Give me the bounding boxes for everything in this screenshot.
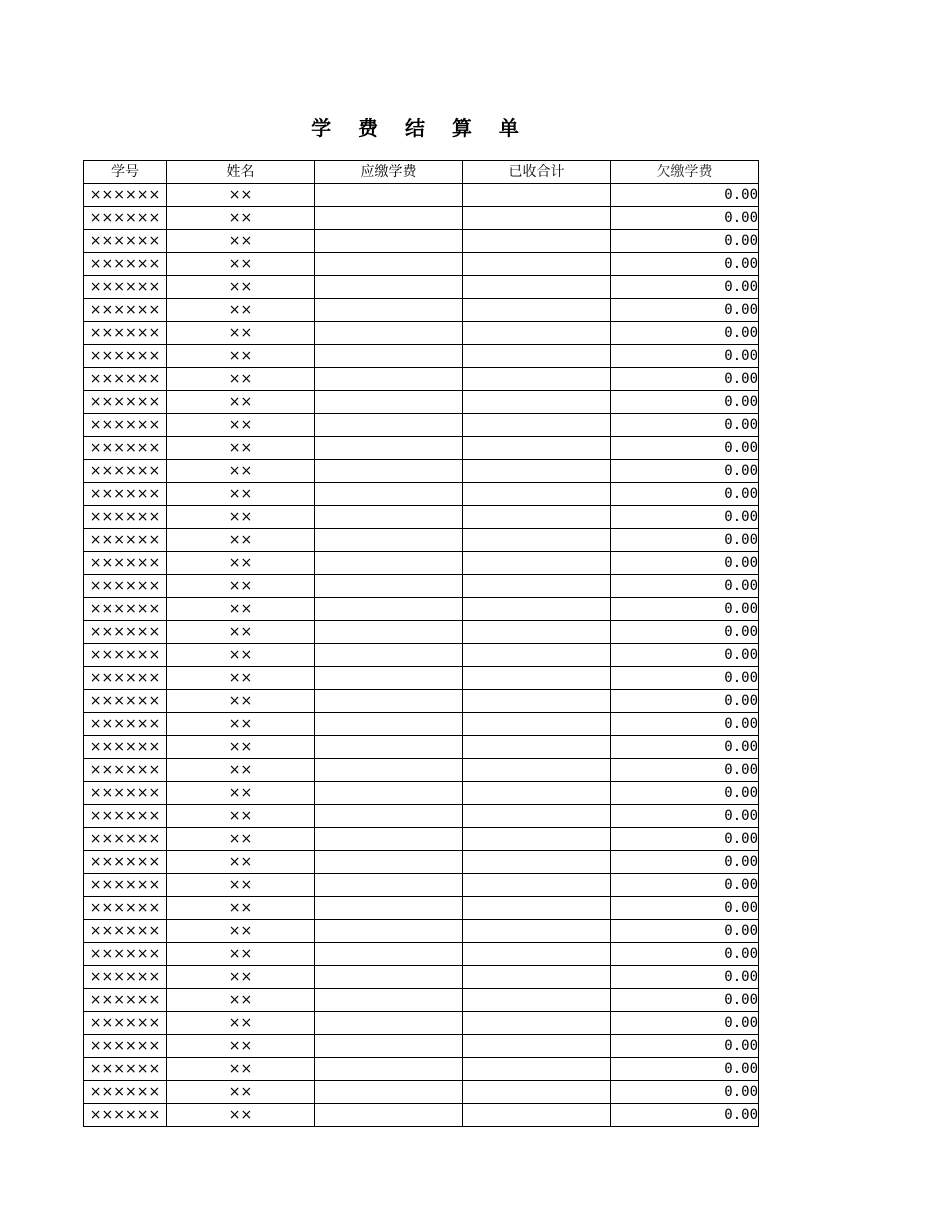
student-id-cell: ×××××× (84, 598, 167, 621)
fee-due-cell (315, 805, 463, 828)
fee-owed-cell: 0.00 (611, 667, 759, 690)
student-name-cell: ×× (167, 460, 315, 483)
student-id-cell: ×××××× (84, 529, 167, 552)
table-row (84, 299, 759, 322)
fee-owed-cell: 0.00 (611, 759, 759, 782)
received-total-cell (463, 713, 611, 736)
fee-due-cell (315, 414, 463, 437)
student-name-cell: ×× (167, 943, 315, 966)
student-id-cell: ×××××× (84, 897, 167, 920)
received-total-cell (463, 782, 611, 805)
fee-owed-cell: 0.00 (611, 529, 759, 552)
student-name-cell: ×× (167, 1081, 315, 1104)
fee-due-cell (315, 460, 463, 483)
fee-due-cell (315, 598, 463, 621)
fee-owed-cell: 0.00 (611, 207, 759, 230)
received-total-cell (463, 989, 611, 1012)
table-row (84, 529, 759, 552)
fee-owed-cell: 0.00 (611, 782, 759, 805)
fee-table (83, 160, 759, 1127)
received-total-cell (463, 1081, 611, 1104)
table-row (84, 736, 759, 759)
fee-owed-cell: 0.00 (611, 483, 759, 506)
received-total-cell (463, 598, 611, 621)
fee-due-cell (315, 253, 463, 276)
fee-due-cell (315, 1058, 463, 1081)
received-total-cell (463, 1012, 611, 1035)
student-id-cell: ×××××× (84, 828, 167, 851)
fee-due-cell (315, 1035, 463, 1058)
student-id-cell: ×××××× (84, 460, 167, 483)
student-id-cell: ×××××× (84, 1104, 167, 1127)
table-row (84, 828, 759, 851)
received-total-cell (463, 575, 611, 598)
fee-owed-cell: 0.00 (611, 1035, 759, 1058)
received-total-cell (463, 736, 611, 759)
fee-due-cell (315, 506, 463, 529)
student-name-cell: ×× (167, 184, 315, 207)
header-student-id: 学号 (84, 161, 167, 184)
fee-due-cell (315, 736, 463, 759)
received-total-cell (463, 529, 611, 552)
fee-owed-cell: 0.00 (611, 920, 759, 943)
table-row (84, 713, 759, 736)
student-name-cell: ×× (167, 207, 315, 230)
received-total-cell (463, 897, 611, 920)
student-id-cell: ×××××× (84, 667, 167, 690)
table-row (84, 1081, 759, 1104)
student-name-cell: ×× (167, 598, 315, 621)
student-id-cell: ×××××× (84, 552, 167, 575)
received-total-cell (463, 1058, 611, 1081)
student-name-cell: ×× (167, 759, 315, 782)
student-name-cell: ×× (167, 345, 315, 368)
fee-owed-cell: 0.00 (611, 736, 759, 759)
fee-due-cell (315, 713, 463, 736)
student-id-cell: ×××××× (84, 989, 167, 1012)
fee-owed-cell: 0.00 (611, 230, 759, 253)
table-row (84, 414, 759, 437)
table-row (84, 598, 759, 621)
student-name-cell: ×× (167, 920, 315, 943)
fee-due-cell (315, 483, 463, 506)
student-id-cell: ×××××× (84, 782, 167, 805)
received-total-cell (463, 874, 611, 897)
student-name-cell: ×× (167, 782, 315, 805)
student-name-cell: ×× (167, 1012, 315, 1035)
fee-owed-cell: 0.00 (611, 1104, 759, 1127)
table-row (84, 506, 759, 529)
student-name-cell: ×× (167, 989, 315, 1012)
received-total-cell (463, 391, 611, 414)
student-name-cell: ×× (167, 667, 315, 690)
table-row (84, 1058, 759, 1081)
received-total-cell (463, 207, 611, 230)
student-name-cell: ×× (167, 621, 315, 644)
table-row (84, 253, 759, 276)
fee-due-cell (315, 230, 463, 253)
fee-due-cell (315, 1012, 463, 1035)
student-id-cell: ×××××× (84, 1012, 167, 1035)
received-total-cell (463, 184, 611, 207)
table-row (84, 1012, 759, 1035)
table-row (84, 322, 759, 345)
table-row (84, 667, 759, 690)
student-name-cell: ×× (167, 966, 315, 989)
student-id-cell: ×××××× (84, 644, 167, 667)
fee-owed-cell: 0.00 (611, 598, 759, 621)
student-name-cell: ×× (167, 253, 315, 276)
table-row (84, 943, 759, 966)
fee-due-cell (315, 207, 463, 230)
student-name-cell: ×× (167, 690, 315, 713)
student-id-cell: ×××××× (84, 207, 167, 230)
fee-due-cell (315, 690, 463, 713)
student-name-cell: ×× (167, 552, 315, 575)
fee-due-cell (315, 644, 463, 667)
fee-owed-cell: 0.00 (611, 1012, 759, 1035)
received-total-cell (463, 759, 611, 782)
received-total-cell (463, 552, 611, 575)
student-id-cell: ×××××× (84, 1035, 167, 1058)
fee-owed-cell: 0.00 (611, 299, 759, 322)
fee-due-cell (315, 552, 463, 575)
student-id-cell: ×××××× (84, 759, 167, 782)
header-name: 姓名 (167, 161, 315, 184)
received-total-cell (463, 230, 611, 253)
student-id-cell: ×××××× (84, 322, 167, 345)
fee-due-cell (315, 966, 463, 989)
received-total-cell (463, 506, 611, 529)
student-name-cell: ×× (167, 368, 315, 391)
table-row (84, 276, 759, 299)
student-name-cell: ×× (167, 276, 315, 299)
student-id-cell: ×××××× (84, 299, 167, 322)
fee-owed-cell: 0.00 (611, 943, 759, 966)
table-row (84, 1104, 759, 1127)
fee-due-cell (315, 1104, 463, 1127)
student-id-cell: ×××××× (84, 184, 167, 207)
received-total-cell (463, 483, 611, 506)
student-id-cell: ×××××× (84, 736, 167, 759)
student-id-cell: ×××××× (84, 437, 167, 460)
received-total-cell (463, 322, 611, 345)
fee-due-cell (315, 667, 463, 690)
student-name-cell: ×× (167, 391, 315, 414)
student-name-cell: ×× (167, 506, 315, 529)
student-name-cell: ×× (167, 483, 315, 506)
fee-owed-cell: 0.00 (611, 368, 759, 391)
table-row (84, 690, 759, 713)
table-row (84, 920, 759, 943)
table-row (84, 391, 759, 414)
received-total-cell (463, 460, 611, 483)
fee-owed-cell: 0.00 (611, 184, 759, 207)
fee-due-cell (315, 828, 463, 851)
student-name-cell: ×× (167, 736, 315, 759)
fee-owed-cell: 0.00 (611, 621, 759, 644)
fee-due-cell (315, 851, 463, 874)
received-total-cell (463, 644, 611, 667)
table-row (84, 759, 759, 782)
table-row (84, 805, 759, 828)
fee-owed-cell: 0.00 (611, 575, 759, 598)
fee-due-cell (315, 276, 463, 299)
fee-owed-cell: 0.00 (611, 345, 759, 368)
student-id-cell: ×××××× (84, 414, 167, 437)
received-total-cell (463, 828, 611, 851)
student-id-cell: ×××××× (84, 230, 167, 253)
student-id-cell: ×××××× (84, 943, 167, 966)
table-row (84, 851, 759, 874)
fee-owed-cell: 0.00 (611, 690, 759, 713)
fee-due-cell (315, 184, 463, 207)
student-id-cell: ×××××× (84, 483, 167, 506)
fee-due-cell (315, 529, 463, 552)
table-row (84, 460, 759, 483)
student-id-cell: ×××××× (84, 920, 167, 943)
student-name-cell: ×× (167, 299, 315, 322)
fee-owed-cell: 0.00 (611, 1081, 759, 1104)
fee-owed-cell: 0.00 (611, 851, 759, 874)
received-total-cell (463, 1035, 611, 1058)
fee-owed-cell: 0.00 (611, 897, 759, 920)
fee-owed-cell: 0.00 (611, 644, 759, 667)
fee-owed-cell: 0.00 (611, 506, 759, 529)
fee-due-cell (315, 874, 463, 897)
header-received-total: 已收合计 (463, 161, 611, 184)
student-id-cell: ×××××× (84, 345, 167, 368)
student-id-cell: ×××××× (84, 851, 167, 874)
student-name-cell: ×× (167, 1035, 315, 1058)
fee-due-cell (315, 575, 463, 598)
received-total-cell (463, 966, 611, 989)
student-id-cell: ×××××× (84, 1081, 167, 1104)
fee-owed-cell: 0.00 (611, 805, 759, 828)
received-total-cell (463, 667, 611, 690)
table-row (84, 230, 759, 253)
fee-due-cell (315, 345, 463, 368)
student-name-cell: ×× (167, 575, 315, 598)
fee-owed-cell: 0.00 (611, 391, 759, 414)
received-total-cell (463, 276, 611, 299)
received-total-cell (463, 345, 611, 368)
table-row (84, 644, 759, 667)
student-id-cell: ×××××× (84, 506, 167, 529)
student-id-cell: ×××××× (84, 713, 167, 736)
fee-due-cell (315, 920, 463, 943)
student-id-cell: ×××××× (84, 690, 167, 713)
student-name-cell: ×× (167, 322, 315, 345)
received-total-cell (463, 1104, 611, 1127)
fee-due-cell (315, 368, 463, 391)
fee-owed-cell: 0.00 (611, 713, 759, 736)
student-name-cell: ×× (167, 230, 315, 253)
fee-due-cell (315, 897, 463, 920)
received-total-cell (463, 437, 611, 460)
fee-due-cell (315, 943, 463, 966)
table-header-row (84, 161, 759, 184)
fee-due-cell (315, 989, 463, 1012)
fee-owed-cell: 0.00 (611, 828, 759, 851)
table-row (84, 368, 759, 391)
student-name-cell: ×× (167, 713, 315, 736)
student-name-cell: ×× (167, 644, 315, 667)
table-row (84, 552, 759, 575)
received-total-cell (463, 805, 611, 828)
table-row (84, 184, 759, 207)
student-id-cell: ×××××× (84, 368, 167, 391)
fee-owed-cell: 0.00 (611, 253, 759, 276)
table-row (84, 483, 759, 506)
fee-owed-cell: 0.00 (611, 460, 759, 483)
table-row (84, 874, 759, 897)
header-fee-due: 应缴学费 (315, 161, 463, 184)
fee-owed-cell: 0.00 (611, 414, 759, 437)
table-row (84, 621, 759, 644)
table-row (84, 966, 759, 989)
student-id-cell: ×××××× (84, 276, 167, 299)
table-row (84, 897, 759, 920)
table-row (84, 345, 759, 368)
fee-due-cell (315, 782, 463, 805)
fee-due-cell (315, 621, 463, 644)
table-row (84, 989, 759, 1012)
table-body (84, 184, 759, 1127)
table-row (84, 782, 759, 805)
fee-due-cell (315, 437, 463, 460)
student-name-cell: ×× (167, 851, 315, 874)
student-id-cell: ×××××× (84, 805, 167, 828)
student-name-cell: ×× (167, 529, 315, 552)
student-name-cell: ×× (167, 897, 315, 920)
student-id-cell: ×××××× (84, 575, 167, 598)
table-row (84, 575, 759, 598)
table-row (84, 207, 759, 230)
fee-owed-cell: 0.00 (611, 552, 759, 575)
table-row (84, 1035, 759, 1058)
received-total-cell (463, 920, 611, 943)
fee-due-cell (315, 759, 463, 782)
received-total-cell (463, 299, 611, 322)
fee-owed-cell: 0.00 (611, 1058, 759, 1081)
student-id-cell: ×××××× (84, 621, 167, 644)
received-total-cell (463, 943, 611, 966)
fee-owed-cell: 0.00 (611, 966, 759, 989)
header-fee-owed: 欠缴学费 (611, 161, 759, 184)
fee-owed-cell: 0.00 (611, 322, 759, 345)
table-row (84, 437, 759, 460)
student-name-cell: ×× (167, 828, 315, 851)
fee-owed-cell: 0.00 (611, 437, 759, 460)
student-id-cell: ×××××× (84, 391, 167, 414)
received-total-cell (463, 621, 611, 644)
student-id-cell: ×××××× (84, 874, 167, 897)
student-name-cell: ×× (167, 414, 315, 437)
received-total-cell (463, 253, 611, 276)
student-name-cell: ×× (167, 1104, 315, 1127)
received-total-cell (463, 368, 611, 391)
fee-owed-cell: 0.00 (611, 989, 759, 1012)
student-id-cell: ×××××× (84, 253, 167, 276)
fee-owed-cell: 0.00 (611, 276, 759, 299)
student-id-cell: ×××××× (84, 966, 167, 989)
fee-due-cell (315, 322, 463, 345)
fee-owed-cell: 0.00 (611, 874, 759, 897)
student-name-cell: ×× (167, 874, 315, 897)
page-title: 学 费 结 算 单 (311, 116, 529, 140)
fee-due-cell (315, 299, 463, 322)
student-id-cell: ×××××× (84, 1058, 167, 1081)
student-name-cell: ×× (167, 805, 315, 828)
received-total-cell (463, 690, 611, 713)
fee-due-cell (315, 391, 463, 414)
received-total-cell (463, 851, 611, 874)
student-name-cell: ×× (167, 437, 315, 460)
student-name-cell: ×× (167, 1058, 315, 1081)
received-total-cell (463, 414, 611, 437)
fee-due-cell (315, 1081, 463, 1104)
